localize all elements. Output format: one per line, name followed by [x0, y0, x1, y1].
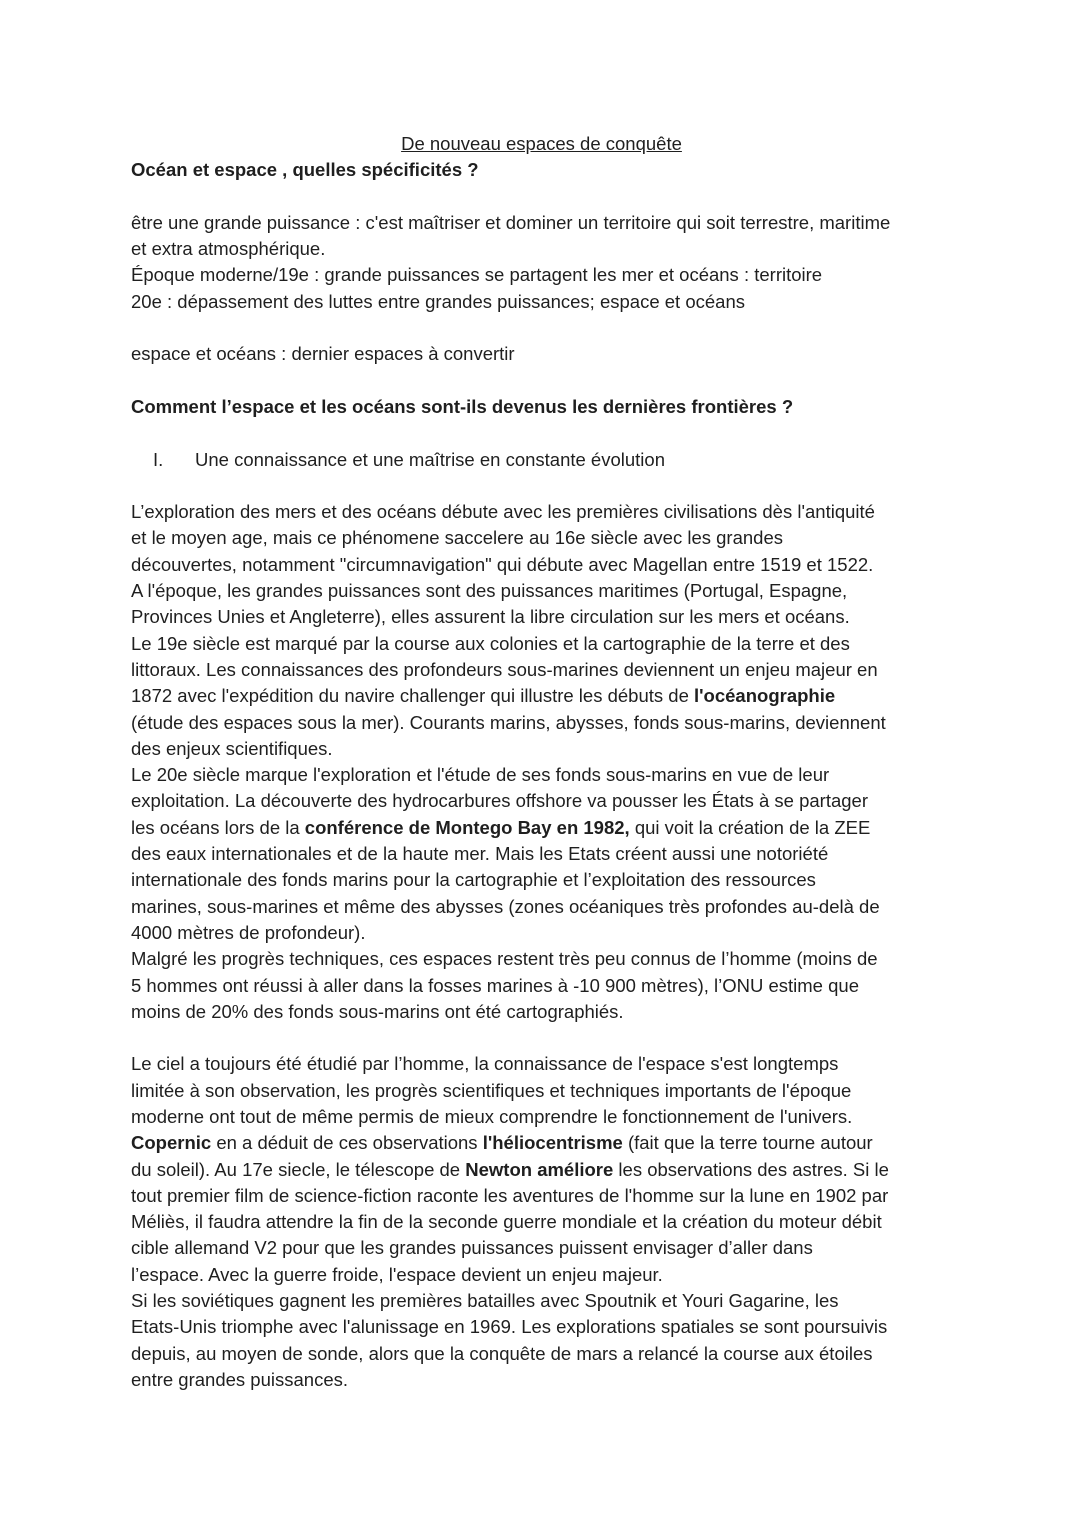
text-line	[131, 1157, 952, 1183]
text-line: L’exploration des mers et des océans débute avec les premières civilisations dès l'antiquité	[131, 501, 875, 523]
text-line: des enjeux scientifiques.	[131, 737, 333, 759]
text-line: depuis, au moyen de sonde, alors que la conquête de mars a relancé la course aux étoiles	[131, 1342, 873, 1364]
section-heading	[131, 447, 952, 473]
keyword-newton: Newton améliore	[465, 1158, 614, 1180]
document-subtitle: Océan et espace , quelles spécificités ?	[131, 159, 479, 181]
text-line: (étude des espaces sous la mer). Courants marins, abysses, fonds sous-marins, deviennent	[131, 711, 886, 733]
keyword-oceanographie: l'océanographie	[694, 685, 836, 707]
text-line: A l'époque, les grandes puissances sont des puissances maritimes (Portugal, Espagne,	[131, 580, 848, 602]
text-line: tout premier film de science-fiction raconte les aventures de l'homme sur la lune en 1902 par	[131, 1184, 889, 1206]
spacer	[131, 315, 952, 341]
intro-block	[131, 210, 952, 315]
text-line: découvertes, notamment "circumnavigation" qui débute avec Magellan entre 1519 et 1522.	[131, 553, 874, 575]
text-line: cible allemand V2 pour que les grandes puissances puissent envisager d’aller dans	[131, 1237, 813, 1259]
spacer	[131, 473, 952, 499]
text-line: moins de 20% des fonds sous-marins ont été cartographiés.	[131, 1000, 624, 1022]
text-segment: (fait que la terre tourne autour	[622, 1132, 873, 1154]
intro-line: et extra atmosphérique.	[131, 238, 326, 260]
intro-line: Époque moderne/19e : grande puissances se partagent les mer et océans : territoire	[131, 264, 823, 286]
section-title: Une connaissance et une maîtrise en constante évolution	[195, 448, 665, 470]
problem-question: Comment l’espace et les océans sont-ils devenus les dernières frontières ?	[131, 395, 794, 417]
paragraph-oceans	[131, 499, 952, 1025]
text-line: limitée à son observation, les progrès scientifiques et techniques importants de l'époque	[131, 1079, 852, 1101]
text-line	[131, 815, 952, 841]
text-segment: 1872 avec l'expédition du navire challenger qui illustre les débuts de	[131, 685, 695, 707]
text-line: Le ciel a toujours été étudié par l’homme, la connaissance de l'espace s'est longtemps	[131, 1053, 839, 1075]
text-line: Le 19e siècle est marqué par la course aux colonies et la cartographie de la terre et des	[131, 632, 850, 654]
keyword-heliocentrisme: l'héliocentrisme	[482, 1132, 623, 1154]
text-line	[131, 1130, 952, 1156]
spacer	[131, 368, 952, 394]
text-line: et le moyen age, mais ce phénomene saccelere au 16e siècle avec les grandes	[131, 527, 783, 549]
section-number: I.	[153, 448, 164, 470]
text-line: marines, sous-marines et même des abysses (zones océaniques très profondes au-delà de	[131, 895, 880, 917]
text-segment: en a déduit de ces observations	[211, 1132, 483, 1154]
text-segment: qui voit la création de la ZEE	[629, 816, 871, 838]
keyword-copernic: Copernic	[131, 1132, 212, 1154]
text-segment: les océans lors de la	[131, 816, 305, 838]
text-line: moderne ont tout de même permis de mieux comprendre le fonctionnement de l'univers.	[131, 1105, 853, 1127]
text-line	[131, 683, 952, 709]
text-segment: les observations des astres. Si le	[613, 1158, 889, 1180]
intro-line: 20e : dépassement des luttes entre grandes puissances; espace et océans	[131, 290, 745, 312]
text-line: des eaux internationales et de la haute mer. Mais les Etats créent aussi une notoriété	[131, 843, 829, 865]
intro-line-2: espace et océans : dernier espaces à convertir	[131, 343, 515, 365]
spacer	[131, 1025, 952, 1051]
text-line: entre grandes puissances.	[131, 1368, 348, 1390]
text-line: 4000 mètres de profondeur).	[131, 921, 366, 943]
text-segment: du soleil). Au 17e siecle, le télescope de	[131, 1158, 466, 1180]
text-line: littoraux. Les connaissances des profondeurs sous-marines deviennent un enjeu majeur en	[131, 658, 878, 680]
text-line: Méliès, il faudra attendre la fin de la seconde guerre mondiale et la création du moteur débit	[131, 1211, 882, 1233]
text-line: internationale des fonds marins pour la cartographie et l’exploitation des ressources	[131, 869, 816, 891]
text-line: l’espace. Avec la guerre froide, l'espace devient un enjeu majeur.	[131, 1263, 663, 1285]
keyword-montego-bay: conférence de Montego Bay en 1982,	[304, 816, 630, 838]
paragraph-space	[131, 1051, 952, 1393]
text-line: Provinces Unies et Angleterre), elles assurent la libre circulation sur les mers et océans.	[131, 606, 850, 628]
text-line: exploitation. La découverte des hydrocarbures offshore va pousser les États à se partager	[131, 790, 869, 812]
text-line: Si les soviétiques gagnent les premières batailles avec Spoutnik et Youri Gagarine, les	[131, 1290, 839, 1312]
text-line: Le 20e siècle marque l'exploration et l'étude de ses fonds sous-marins en vue de leur	[131, 764, 830, 786]
text-line: Etats-Unis triomphe avec l'alunissage en 1969. Les explorations spatiales se sont poursuivis	[131, 1316, 888, 1338]
spacer	[131, 420, 952, 446]
document-title: De nouveau espaces de conquête	[401, 133, 682, 154]
text-line: 5 hommes ont réussi à aller dans la fosses marines à -10 900 mètres), l’ONU estime que	[131, 974, 859, 996]
intro-line: être une grande puissance : c'est maîtriser et dominer un territoire qui soit terrestre, maritime	[131, 211, 891, 233]
spacer	[131, 184, 952, 210]
text-line: Malgré les progrès techniques, ces espaces restent très peu connus de l’homme (moins de	[131, 948, 878, 970]
